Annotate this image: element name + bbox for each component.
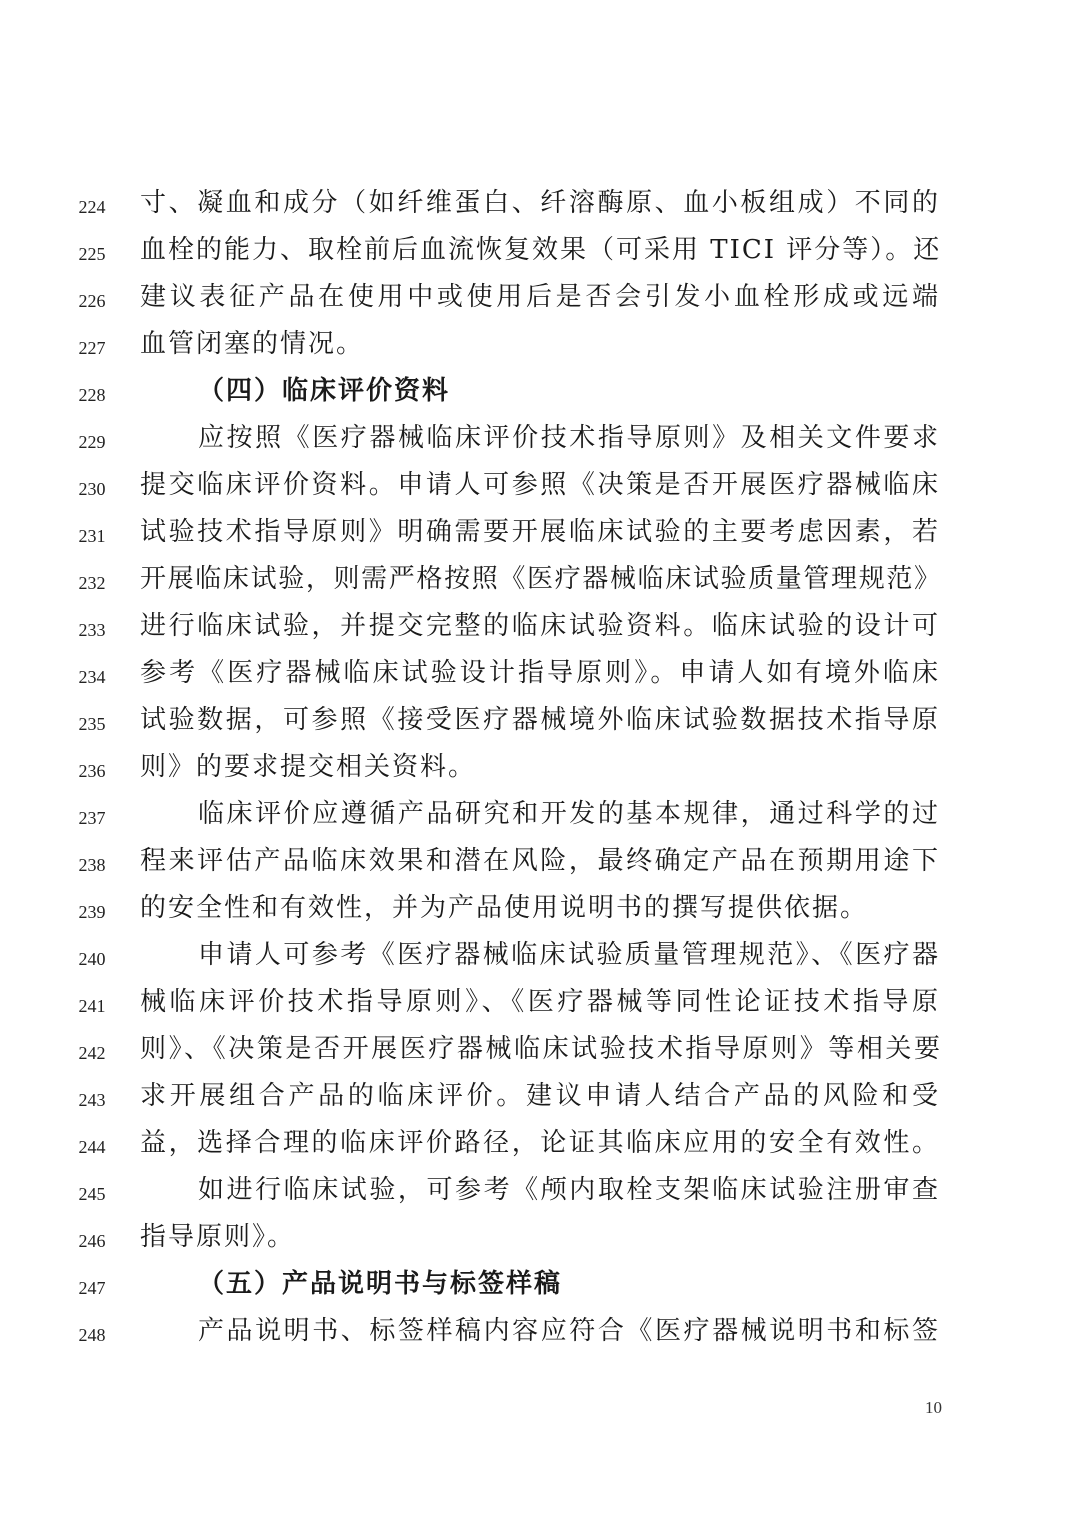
- body-text: 指导原则》。: [140, 1222, 296, 1252]
- body-text: 试验技术指导原则》明确需要开展临床试验的主要考虑因素，若: [140, 517, 940, 547]
- text-line: [0, 1026, 1080, 1073]
- line-number: 232: [78, 573, 106, 593]
- line-number: 245: [78, 1184, 106, 1204]
- body-text: 应按照《医疗器械临床评价技术指导原则》及相关文件要求: [198, 423, 940, 453]
- body-text: 则》、《决策是否开展医疗器械临床试验技术指导原则》等相关要: [140, 1034, 940, 1064]
- line-number: 247: [78, 1278, 106, 1298]
- text-line: [0, 979, 1080, 1026]
- line-number: 237: [78, 808, 106, 828]
- line-number: 236: [78, 761, 106, 781]
- line-number: 242: [78, 1043, 106, 1063]
- line-number: 238: [78, 855, 106, 875]
- body-text: 益，选择合理的临床评价路径，论证其临床应用的安全有效性。: [140, 1128, 940, 1158]
- body-text: 参考《医疗器械临床试验设计指导原则》。申请人如有境外临床: [140, 658, 940, 688]
- body-text: 血栓的能力、取栓前后血流恢复效果（可采用 TICI 评分等）。还: [140, 235, 942, 265]
- line-number: 231: [78, 526, 106, 546]
- text-line: [0, 415, 1080, 462]
- text-line: [0, 1167, 1080, 1214]
- line-number: 246: [78, 1231, 106, 1251]
- body-text: 求开展组合产品的临床评价。建议申请人结合产品的风险和受: [140, 1081, 940, 1111]
- line-number: 228: [78, 385, 106, 405]
- text-line: [0, 227, 1080, 274]
- text-line: [0, 885, 1080, 932]
- body-text: 械临床评价技术指导原则》、《医疗器械等同性论证技术指导原: [140, 987, 940, 1017]
- line-number: 234: [78, 667, 106, 687]
- text-line: [0, 556, 1080, 603]
- body-text: 临床评价应遵循产品研究和开发的基本规律，通过科学的过: [198, 799, 940, 829]
- line-number: 233: [78, 620, 106, 640]
- text-line: [0, 650, 1080, 697]
- text-line: [0, 509, 1080, 556]
- line-number: 226: [78, 291, 106, 311]
- section-heading-line: [0, 1261, 1080, 1308]
- line-number: 240: [78, 949, 106, 969]
- text-line: [0, 838, 1080, 885]
- line-number: 243: [78, 1090, 106, 1110]
- text-line: [0, 180, 1080, 227]
- body-text: 进行临床试验，并提交完整的临床试验资料。临床试验的设计可: [140, 611, 940, 641]
- page-number: 10: [925, 1398, 942, 1417]
- text-line: [0, 274, 1080, 321]
- body-text: 开展临床试验，则需严格按照《医疗器械临床试验质量管理规范》: [140, 564, 940, 594]
- section-heading: （四）临床评价资料: [198, 376, 451, 406]
- body-text: 的安全性和有效性，并为产品使用说明书的撰写提供依据。: [140, 893, 869, 923]
- line-number: 224: [78, 197, 106, 217]
- body-text: 建议表征产品在使用中或使用后是否会引发小血栓形成或远端: [140, 282, 940, 312]
- line-number: 230: [78, 479, 106, 499]
- line-number: 248: [78, 1325, 106, 1345]
- line-number: 241: [78, 996, 106, 1016]
- text-line: [0, 744, 1080, 791]
- text-line: [0, 791, 1080, 838]
- section-heading: （五）产品说明书与标签样稿: [198, 1269, 563, 1299]
- line-number: 229: [78, 432, 106, 452]
- text-line: [0, 1308, 1080, 1355]
- text-line: [0, 462, 1080, 509]
- text-line: [0, 697, 1080, 744]
- body-text: 程来评估产品临床效果和潜在风险，最终确定产品在预期用途下: [140, 846, 940, 876]
- body-text: 则》的要求提交相关资料。: [140, 752, 477, 782]
- body-text: 产品说明书、标签样稿内容应符合《医疗器械说明书和标签: [198, 1316, 940, 1346]
- body-text: 试验数据，可参照《接受医疗器械境外临床试验数据技术指导原: [140, 705, 940, 735]
- line-number: 244: [78, 1137, 106, 1157]
- text-line: [0, 1120, 1080, 1167]
- line-number: 227: [78, 338, 106, 358]
- body-text: 如进行临床试验，可参考《颅内取栓支架临床试验注册审查: [198, 1175, 940, 1205]
- body-text: 寸、凝血和成分（如纤维蛋白、纤溶酶原、血小板组成）不同的: [140, 188, 940, 218]
- text-line: [0, 603, 1080, 650]
- line-number: 239: [78, 902, 106, 922]
- text-line: [0, 321, 1080, 368]
- line-number: 225: [78, 244, 106, 264]
- body-text: 提交临床评价资料。申请人可参照《决策是否开展医疗器械临床: [140, 470, 940, 500]
- text-line: [0, 932, 1080, 979]
- text-line: [0, 1214, 1080, 1261]
- body-text: 血管闭塞的情况。: [140, 329, 365, 359]
- line-number: 235: [78, 714, 106, 734]
- body-text: 申请人可参考《医疗器械临床试验质量管理规范》、《医疗器: [198, 940, 940, 970]
- text-line: [0, 1073, 1080, 1120]
- section-heading-line: [0, 368, 1080, 415]
